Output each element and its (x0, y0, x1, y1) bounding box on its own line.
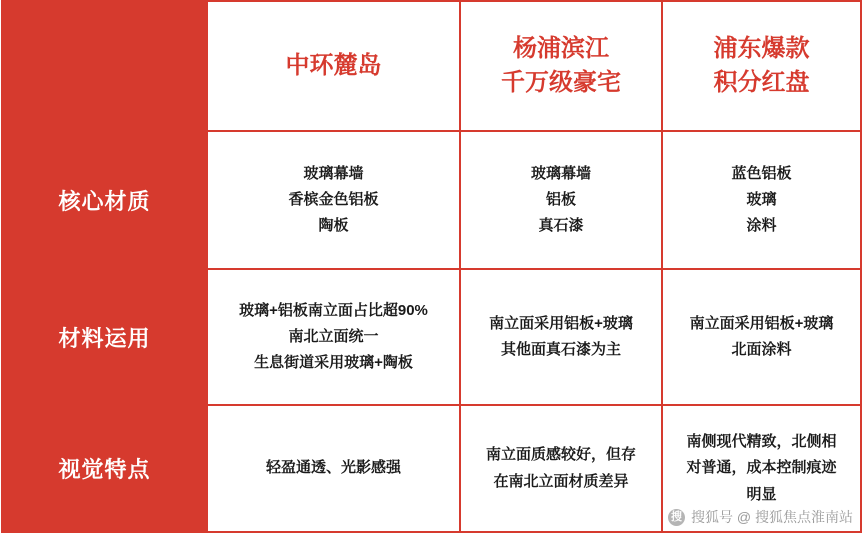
cell-line: 玻璃 (746, 190, 777, 208)
cell-line: 在南北立面材质差异 (493, 472, 629, 490)
header-column-3-line-1: 浦东爆款 (713, 34, 810, 62)
cell-line: 南立面采用铝板+玻璃 (489, 314, 633, 332)
table-row (2, 269, 861, 405)
cell-line: 轻盈通透、光影感强 (265, 459, 401, 477)
cell-line: 其他面真石漆为主 (500, 341, 621, 358)
header-column-2-line-1: 杨浦滨江 (513, 34, 609, 62)
row-label-material-usage: 材料运用 (2, 269, 207, 405)
cell-core-material-col1 (207, 131, 460, 269)
cell-material-usage-col2 (460, 269, 662, 405)
cell-line: 南立面质感较好，但存 (485, 446, 636, 464)
cell-line: 南立面采用铝板+玻璃 (689, 314, 834, 332)
cell-line: 陶板 (318, 217, 349, 235)
cell-line: 玻璃幕墙 (530, 164, 591, 182)
cell-line: 生息街道采用玻璃+陶板 (254, 354, 413, 372)
cell-line: 北面涂料 (731, 341, 792, 358)
table-row (2, 131, 861, 269)
cell-line: 玻璃+铝板南立面占比超90% (239, 301, 428, 319)
header-column-2-line-2: 千万级豪宅 (501, 69, 621, 96)
table-header-row (2, 1, 861, 131)
cell-line: 蓝色铝板 (731, 164, 792, 182)
cell-line: 铝板 (545, 190, 576, 208)
watermark-text: 搜狐号 @ 搜狐焦点淮南站 (691, 509, 853, 525)
cell-line: 香槟金色铝板 (288, 190, 379, 208)
cell-line: 对普通，成本控制痕迹 (686, 459, 837, 477)
comparison-table (1, 0, 862, 533)
cell-line: 涂料 (746, 217, 777, 235)
cell-core-material-col2 (460, 131, 662, 269)
header-column-1-line-1: 中环麓岛 (285, 51, 382, 79)
cell-line: 南北立面统一 (288, 327, 379, 345)
cell-material-usage-col3 (662, 269, 861, 405)
cell-core-material-col3 (662, 131, 861, 269)
cell-visual-features-col2 (460, 405, 662, 532)
cell-line: 玻璃幕墙 (303, 164, 364, 182)
header-column-1 (207, 1, 460, 131)
cell-material-usage-col1 (207, 269, 460, 405)
header-column-2 (460, 1, 662, 131)
row-label-core-material: 核心材质 (2, 131, 207, 269)
watermark (668, 507, 853, 527)
header-corner-cell (2, 1, 207, 131)
cell-line: 真石漆 (538, 217, 584, 235)
header-column-3-line-2: 积分红盘 (713, 69, 810, 96)
row-label-visual-features: 视觉特点 (2, 405, 207, 532)
header-column-3 (662, 1, 861, 131)
cell-line: 南侧现代精致，北侧相 (686, 433, 837, 451)
cell-line: 明显 (746, 485, 777, 503)
cell-visual-features-col1 (207, 405, 460, 532)
sohu-logo-icon: 搜 (668, 509, 685, 526)
